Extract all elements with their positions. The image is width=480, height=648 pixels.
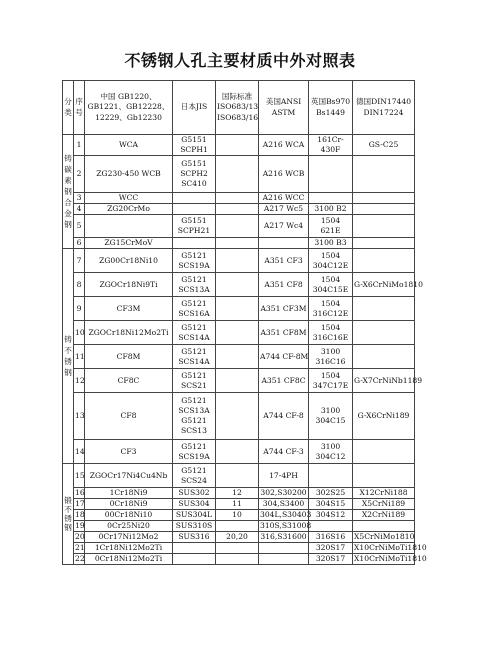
cell-iso: 11 xyxy=(216,499,259,510)
category-cell: 锻不锈钢 xyxy=(63,464,74,565)
cell-china-gb: CF8 xyxy=(85,393,173,440)
cell-seq: 2 xyxy=(74,156,85,193)
cell-usa-astm: A351 CF3 xyxy=(259,249,309,273)
cell-germany-din xyxy=(353,215,415,238)
cell-japan-jis: G5121 SCS19A xyxy=(173,249,216,273)
cell-iso xyxy=(216,554,259,565)
cell-china-gb: 0Cr18Ni12Mo2Ti xyxy=(85,554,173,565)
cell-usa-astm: A351 CF8C xyxy=(259,369,309,393)
category-cell: 铸碳素钢合金钢 xyxy=(63,135,74,249)
cell-japan-jis xyxy=(173,554,216,565)
cell-uk-bs: 320S17 xyxy=(309,543,353,554)
cell-usa-astm: A351 CF8 xyxy=(259,273,309,297)
cell-usa-astm: 302,S30200 xyxy=(260,488,307,497)
cell-uk-bs xyxy=(309,464,353,488)
header-seq: 序号 xyxy=(74,81,85,135)
cell-china-gb: 00Cr18Ni10 xyxy=(85,510,173,521)
cell-china-gb: ZGOCr17Ni4Cu4Nb xyxy=(85,464,173,488)
cell-uk-bs: 1504 316C16E xyxy=(309,321,353,345)
cell-uk-bs: 1504 304C12E xyxy=(309,249,353,273)
cell-uk-bs: 161Cr-430F xyxy=(309,135,353,156)
cell-japan-jis: SUS310S xyxy=(173,521,216,532)
cell-iso xyxy=(216,273,259,297)
cell-iso xyxy=(216,345,259,369)
cell-germany-din: G-X7CrNiNb1189 xyxy=(353,369,415,393)
cell-iso xyxy=(216,215,259,238)
table-row xyxy=(63,273,415,297)
cell-japan-jis: SUS304L xyxy=(173,510,216,521)
cell-usa-astm xyxy=(259,543,309,554)
cell-iso xyxy=(216,238,259,249)
cell-seq: 6 xyxy=(74,238,85,249)
cell-iso xyxy=(216,193,259,204)
cell-uk-bs: 304S15 xyxy=(309,499,353,510)
cell-germany-din xyxy=(353,345,415,369)
cell-usa-astm: A744 CF-8M xyxy=(259,345,309,369)
cell-japan-jis: SUS302 xyxy=(173,488,216,499)
table-row xyxy=(63,440,415,464)
cell-germany-din xyxy=(353,249,415,273)
cell-seq: 9 xyxy=(74,297,85,321)
cell-seq: 4 xyxy=(74,204,85,215)
cell-japan-jis: G5151 SCPH2 SC410 xyxy=(173,156,216,193)
cell-uk-bs xyxy=(309,193,353,204)
cell-iso xyxy=(216,249,259,273)
cell-germany-din xyxy=(353,238,415,249)
cell-japan-jis xyxy=(173,204,216,215)
table-row xyxy=(63,554,415,565)
cell-germany-din: X2CrNi189 xyxy=(353,510,415,521)
cell-iso xyxy=(216,321,259,345)
cell-usa-astm: A351 CF8M xyxy=(259,321,309,345)
cell-germany-din: X5CrNiMo1810 xyxy=(354,532,415,541)
cell-uk-bs: 1504 304C15E xyxy=(309,273,353,297)
table-row xyxy=(63,345,415,369)
cell-iso xyxy=(216,297,259,321)
cell-uk-bs xyxy=(309,156,353,193)
cell-japan-jis: G5121 SCS13A xyxy=(173,273,216,297)
cell-usa-astm: 304L,S30403 xyxy=(260,510,312,519)
cell-china-gb: 1Cr18Ni12Mo2Ti xyxy=(85,543,173,554)
cell-germany-din xyxy=(353,321,415,345)
cell-germany-din xyxy=(353,156,415,193)
cell-china-gb: WCC xyxy=(85,193,173,204)
cell-seq: 14 xyxy=(74,440,85,464)
cell-germany-din xyxy=(353,297,415,321)
cell-seq: 12 xyxy=(74,369,85,393)
cell-seq: 10 xyxy=(74,321,85,345)
cell-china-gb: ZGOCr18Ni12Mo2Ti xyxy=(85,321,173,345)
cell-uk-bs xyxy=(309,521,353,532)
cell-seq: 20 xyxy=(75,532,85,541)
table-row xyxy=(63,521,415,532)
material-comparison-table xyxy=(62,80,427,565)
cell-uk-bs: 1504 347C17E xyxy=(309,369,353,393)
cell-germany-din xyxy=(353,193,415,204)
cell-seq: 17 xyxy=(75,499,85,508)
cell-usa-astm: A744 CF-3 xyxy=(259,440,309,464)
cell-seq: 13 xyxy=(74,393,85,440)
cell-seq: 1 xyxy=(74,135,85,156)
cell-seq: 7 xyxy=(74,249,85,273)
cell-iso xyxy=(216,440,259,464)
cell-china-gb: CF8C xyxy=(85,369,173,393)
cell-china-gb: ZG230-450 WCB xyxy=(85,156,173,193)
cell-usa-astm: A744 CF-8 xyxy=(259,393,309,440)
cell-usa-astm: 310S,S31008 xyxy=(260,521,312,530)
cell-germany-din xyxy=(353,440,415,464)
cell-japan-jis: G5151 SCPH1 xyxy=(173,135,216,156)
cell-china-gb: 0Cr17Ni12Mo2 xyxy=(85,532,173,543)
cell-iso xyxy=(216,135,259,156)
cell-china-gb: CF8M xyxy=(85,345,173,369)
table-row xyxy=(63,321,415,345)
table-row xyxy=(63,464,415,488)
header-japan-jis: 日本JIS xyxy=(173,81,216,135)
cell-china-gb: ZG20CrMo xyxy=(85,204,173,215)
cell-japan-jis: G5121 SCS24 xyxy=(173,464,216,488)
cell-germany-din: X12CrNi188 xyxy=(353,488,415,499)
cell-japan-jis: G5121 SCS21 xyxy=(173,369,216,393)
header-category: 分类 xyxy=(63,81,74,135)
cell-germany-din xyxy=(353,204,415,215)
cell-china-gb: ZGOCr18Ni9Ti xyxy=(85,273,173,297)
cell-china-gb: 1Cr18Ni9 xyxy=(85,488,173,499)
cell-seq: 5 xyxy=(74,215,85,238)
cell-seq: 8 xyxy=(74,273,85,297)
cell-china-gb: CF3 xyxy=(85,440,173,464)
cell-seq: 15 xyxy=(74,464,85,488)
cell-uk-bs: 304S12 xyxy=(309,510,353,521)
cell-iso xyxy=(216,204,259,215)
header-usa-astm: 美国ANSI ASTM xyxy=(259,81,309,135)
header-row xyxy=(63,81,415,135)
cell-china-gb: 0Cr25Ni20 xyxy=(85,521,173,532)
cell-usa-astm: A217 Wc4 xyxy=(259,215,309,238)
cell-seq: 3 xyxy=(74,193,85,204)
header-iso: 国际标准 ISO683/13 ISO683/16 xyxy=(216,81,259,135)
table-row xyxy=(63,488,415,499)
table-row xyxy=(63,135,415,156)
cell-seq: 18 xyxy=(75,510,85,519)
cell-uk-bs: 3100 B2 xyxy=(309,204,353,215)
cell-japan-jis xyxy=(173,193,216,204)
cell-usa-astm: A351 CF3M xyxy=(259,297,309,321)
cell-iso xyxy=(216,156,259,193)
table-body xyxy=(63,135,427,565)
table-row xyxy=(63,393,415,440)
table-row xyxy=(63,193,415,204)
page-title: 不锈钢人孔主要材质中外对照表 xyxy=(124,51,356,70)
cell-usa-astm: 316,S31600 xyxy=(260,532,307,541)
cell-japan-jis: G5151 SCPH21 xyxy=(173,215,216,238)
cell-japan-jis: G5121 SCS13A G5121 SCS13 xyxy=(173,393,216,440)
cell-seq: 19 xyxy=(75,521,85,530)
cell-seq: 21 xyxy=(75,543,85,552)
cell-iso xyxy=(216,393,259,440)
table-row xyxy=(63,215,415,238)
cell-uk-bs: 1504 316C12E xyxy=(309,297,353,321)
table-row xyxy=(63,510,415,521)
cell-uk-bs: 1504 621E xyxy=(309,215,353,238)
cell-uk-bs: 316S16 xyxy=(309,532,353,543)
cell-iso xyxy=(216,369,259,393)
table-row xyxy=(63,499,415,510)
cell-seq: 11 xyxy=(74,345,85,369)
cell-germany-din: G-X6CrNiMo1810 xyxy=(353,273,415,297)
table-row xyxy=(63,543,415,554)
cell-uk-bs: 3100 316C16 xyxy=(309,345,353,369)
cell-japan-jis xyxy=(173,238,216,249)
table-row xyxy=(63,204,415,215)
header-uk-bs: 英国Bs970 Bs1449 xyxy=(309,81,353,135)
cell-china-gb: CF3M xyxy=(85,297,173,321)
cell-japan-jis: G5121 SCS14A xyxy=(173,321,216,345)
cell-china-gb: WCA xyxy=(85,135,173,156)
table-row xyxy=(63,297,415,321)
category-cell: 铸不锈钢 xyxy=(63,249,74,464)
cell-iso xyxy=(216,543,259,554)
cell-seq: 16 xyxy=(75,488,85,497)
cell-iso xyxy=(216,464,259,488)
cell-japan-jis xyxy=(173,543,216,554)
cell-iso: 20,20 xyxy=(216,532,259,543)
cell-usa-astm: A216 WCC xyxy=(259,193,309,204)
cell-germany-din: X5CrNi189 xyxy=(353,499,415,510)
cell-germany-din: X10CrNiMoTi1810 xyxy=(354,554,427,563)
header-china-gb: 中国 GB1220、GB1221、GB12228、12229、Gb12230 xyxy=(85,81,173,135)
cell-germany-din: GS-C25 xyxy=(353,135,415,156)
cell-uk-bs: 302S25 xyxy=(309,488,353,499)
cell-usa-astm: A216 WCA xyxy=(259,135,309,156)
cell-iso xyxy=(216,521,259,532)
cell-usa-astm: A216 WCB xyxy=(259,156,309,193)
cell-germany-din xyxy=(353,464,415,488)
cell-germany-din: X10CrNiMoTi1810 xyxy=(354,543,427,552)
cell-germany-din: G-X6CrNi189 xyxy=(353,393,415,440)
cell-usa-astm: 17-4PH xyxy=(259,464,309,488)
cell-usa-astm xyxy=(259,554,309,565)
cell-china-gb: 0Cr18Ni9 xyxy=(85,499,173,510)
cell-china-gb xyxy=(85,215,173,238)
header-germany-din: 德国DIN17440 DIN17224 xyxy=(353,81,415,135)
cell-uk-bs: 3100 304C12 xyxy=(309,440,353,464)
cell-china-gb: ZG15CrMoV xyxy=(85,238,173,249)
cell-iso: 12 xyxy=(216,488,259,499)
table-row xyxy=(63,156,415,193)
table-row xyxy=(63,238,415,249)
cell-japan-jis: G5121 SCS16A xyxy=(173,297,216,321)
cell-uk-bs: 320S17 xyxy=(309,554,353,565)
table-row xyxy=(63,369,415,393)
cell-uk-bs: 3100 304C15 xyxy=(309,393,353,440)
cell-japan-jis: SUS304 xyxy=(173,499,216,510)
table-row xyxy=(63,249,415,273)
cell-japan-jis: G5121 SCS19A xyxy=(173,440,216,464)
cell-germany-din xyxy=(353,521,415,532)
cell-seq: 22 xyxy=(75,554,85,563)
cell-japan-jis: G5121 SCS14A xyxy=(173,345,216,369)
table-row xyxy=(63,532,415,543)
cell-usa-astm xyxy=(259,238,309,249)
cell-japan-jis: SUS316 xyxy=(173,532,216,543)
cell-iso: 10 xyxy=(216,510,259,521)
cell-usa-astm: A217 Wc5 xyxy=(259,204,309,215)
cell-usa-astm: 304,S3400 xyxy=(259,499,309,510)
cell-china-gb: ZG00Cr18Ni10 xyxy=(85,249,173,273)
cell-uk-bs: 3100 B3 xyxy=(309,238,353,249)
